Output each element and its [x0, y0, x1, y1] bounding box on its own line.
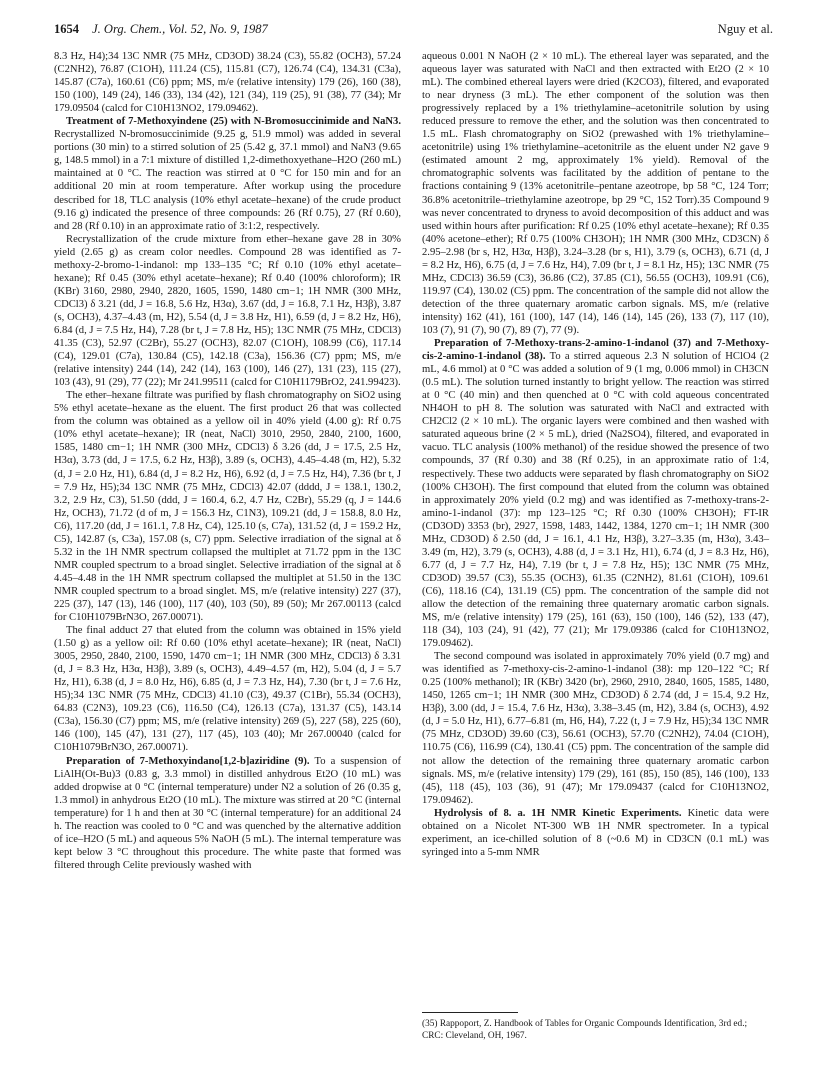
- paragraph-body: Kinetic data were obtained on a Nicolet NT-300 WB 1H NMR spectrometer. In a typical experiment, an ice-chilled solution of 8 (~0.6 M) in CD3CN (0.1 mL) was syringed into a 5-mm NMR: [422, 807, 769, 858]
- paragraph: [54, 755, 401, 872]
- page-number: 1654: [54, 22, 79, 36]
- section-heading: Preparation of 7-Methoxyindano[1,2-b]aziridine (9).: [66, 755, 310, 767]
- paragraph: The second compound was isolated in approximately 70% yield (0.7 mg) and was identified as 7-methoxy-cis-2-amino-1-indanol (38): mp 120–122 °C; Rf 0.25 (100% methanol); IR (KBr) 3420 (br), 2960, 2910, 2840, 1605, 1585, 1480, 1450, 1265 cm−1; 1H NMR (300 MHz, CD3OD) δ 2.74 (dd, J = 15.4, 9.2 Hz, H3β), 3.00 (dd, J = 15.4, 7.6 Hz, H3α), 3.38–3.45 (m, H2), 3.84 (s, OCH3), 4.92 (d, J = 5.0 Hz, H1), 6.77–6.81 (m, H6, H4), 7.22 (t, J = 7.9 Hz, H5);34 13C NMR (75 MHz, CD3OD) 39.60 (C3), 56.61 (OCH3), 57.70 (C2NH2), 74.04 (C1OH), 110.75 (C6), 116.99 (C4), 130.41 (C5) ppm. The concentration of the sample did not allow the detection of the remaining three quaternary aromatic carbon signals. MS, m/e (relative intensity) 179 (29), 161 (85), 150 (85), 146 (100), 133 (45), 118 (45), 103 (36), 91 (47); Mr 179.09437 (calcd for C10H13NO2, 179.09462).: [422, 651, 769, 806]
- right-column: [422, 50, 769, 859]
- paragraph: The final adduct 27 that eluted from the column was obtained in 15% yield (1.50 g) as a yellow oil: Rf 0.60 (10% ethyl acetate–hexane); IR (neat, NaCl) 3005, 2950, 2840, 2100, 1590, 1470 cm−1; 1H NMR (300 MHz, CDCl3) δ 3.31 (d, J = 8.3 Hz, H3α, H3β), 3.89 (s, OCH3), 4.49–4.57 (m, H2), 5.04 (d, J = 5.7 Hz, H1), 6.38 (d, J = 8.0 Hz, H6), 6.85 (d, J = 7.3 Hz, H4), 7.30 (br t, J = 7.6 Hz, H5);34 13C NMR (75 MHz, CDCl3) 41.10 (C3), 49.37 (C1Br), 55.34 (OCH3), 64.83 (C2N3), 109.23 (C6), 116.50 (C4), 126.13 (C7a), 131.37 (C5), 143.14 (C3a), 156.30 (C7) ppm; MS, m/e (relative intensity) 269 (5), 227 (58), 225 (60), 146 (100), 145 (47), 131 (27), 117 (45), 103 (40); Mr 267.00040 (calcd for C10H1079BrN3O, 267.00071).: [54, 625, 401, 754]
- paragraph: Recrystallization of the crude mixture from ether–hexane gave 28 in 30% yield (2.65 g) as cream color needles. Compound 28 was identified as 7-methoxy-2-bromo-1-indanol: mp 133–135 °C; Rf 0.10 (10% ethyl acetate–hexane); Rf 0.45 (30% ethyl acetate–hexane); Rf 0.40 (100% chloroform); IR (KBr) 3160, 2980, 2940, 2820, 1605, 1590, 1480 cm−1; 1H NMR (300 MHz, CDCl3) δ 3.21 (dd, J = 16.8, 5.6 Hz, H3α), 3.67 (dd, J = 16.8, 7.1 Hz, H3β), 3.87 (s, OCH3), 4.37–4.43 (m, H2), 5.54 (d, J = 3.8 Hz, H1), 6.59 (d, J = 8.2 Hz, H6), 6.84 (d, J = 7.5 Hz, H4), 7.28 (br t, J = 7.8 Hz, H5); 13C NMR (75 MHz, CDCl3) 41.35 (C3), 52.97 (C2Br), 55.27 (OCH3), 82.07 (C1OH), 108.99 (C6), 117.14 (C4), 129.01 (C7a), 130.84 (C5), 142.18 (C3a), 156.36 (C7) ppm; MS, m/e (relative intensity) 244 (14), 242 (14), 163 (100), 146 (27), 131 (23), 115 (27), 103 (43), 91 (29), 77 (22); Mr 241.99511 (calcd for C10H1179BrO2, 241.99423).: [54, 233, 401, 389]
- paragraph: [422, 807, 769, 859]
- journal-citation: J. Org. Chem., Vol. 52, No. 9, 1987: [92, 22, 268, 36]
- running-authors: Nguy et al.: [717, 22, 773, 36]
- paragraph: 8.3 Hz, H4);34 13C NMR (75 MHz, CD3OD) 38.24 (C3), 55.82 (OCH3), 57.24 (C2NH2), 76.87 (C1OH), 111.24 (C5), 115.81 (C7), 126.74 (C4), 134.31 (C3a), 145.87 (C7a), 160.61 (C6) ppm; MS, m/e (relative intensity) 179 (26), 160 (38), 150 (100), 149 (24), 146 (33), 134 (42), 121 (34), 119 (25), 91 (38), 77 (34); Mr 179.09504 (calcd for C10H13NO2, 179.09462).: [54, 51, 401, 115]
- footnote-rule: [422, 1012, 518, 1013]
- paragraph-body: Recrystallized N-bromosuccinimide (9.25 g, 51.9 mmol) was added in several portions (30 min) to a stirred solution of 25 (5.42 g, 37.1 mmol) and NaN3 (9.65 g, 148.5 mmol) in a 7:1 mixture of distilled 1,2-dimethoxyethane–H2O (260 mL) maintained at 0 °C. The reaction was stirred at 0 °C for 150 min and for an additional 20 min at room temperature. After workup using the procedure described for 18, TLC analysis (10% ethyl acetate–hexane) of the crude product (9.16 g) indicated the presence of three compounds: 26 (Rf 0.75), 27 (Rf 0.60), and 28 (Rf 0.10) in an approximate ratio of 3:1:2, respectively.: [54, 129, 401, 232]
- paragraph: [422, 337, 769, 650]
- paragraph: [54, 115, 401, 232]
- paragraph-body: To a stirred aqueous 2.3 N solution of HClO4 (2 mL, 4.6 mmol) at 0 °C was added a solution of 9 (1 mg, 0.006 mmol) in CH3CN (0.5 mL). The solution turned instantly to bright yellow. The reaction was stirred at 0 °C (40 min) and then quenched at 0 °C with cold aqueous concentrated NH4OH to pH 8. The solution was saturated with NaCl and extracted with CH2Cl2 (2 × 10 mL). The organic layers were combined and then washed with saturated aqueous brine (2 × 5 mL), dried (Na2SO4), filtered, and evaporated in vacuo. TLC analysis (100% methanol) of the residue showed the presence of two compounds, 37 (Rf 0.30) and 38 (Rf 0.25), in an approximate ratio of 1:4, respectively. These two adducts were separated by flash chromatography on SiO2 (100% CH3OH). The first compound that eluted from the column was obtained in approximately 20% yield (0.2 mg) and was identified as 7-methoxy-trans-2-amino-1-indanol (37): mp 123–125 °C; Rf 0.30 (100% CH3OH); FT-IR (CD3OD) 3353 (br), 2927, 1598, 1483, 1442, 1384, 1270 cm−1; 1H NMR (300 MHz, CD3OD) δ 2.50 (dd, J = 16.1, 4.1 Hz, H3β), 3.27–3.35 (m, H3α), 3.43–3.49 (m, H2), 3.79 (s, OCH3), 4.88 (d, J = 3.1 Hz, H1), 6.74 (d, J = 8.3 Hz, H6), 6.77 (d, J = 7.7 Hz, H4), 7.19 (br t, J = 7.8 Hz, H5); 13C NMR (75 MHz, CD3OD) 39.57 (C3), 55.35 (OCH3), 61.35 (C2NH2), 81.61 (C1OH), 109.61 (C6), 118.16 (C4), 131.19 (C5) ppm. The concentration of the sample did not allow the detection of the remaining three quaternary aromatic carbon signals. MS, m/e (relative intensity) 179 (25), 161 (63), 150 (100), 146 (52), 133 (47), 118 (34), 103 (24), 91 (42), 77 (21); Mr 179.09386 (calcd for C10H13NO2, 179.09462).: [422, 351, 770, 650]
- paragraph-body: To a suspension of LiAlH(Ot-Bu)3 (0.83 g, 3.3 mmol) in distilled anhydrous Et2O (10 mL) was added dropwise at 0 °C (internal temperature) under N2 a solution of 26 (0.35 g, 1.3 mmol) in anhydrous Et2O (10 mL). The mixture was stirred at 20 °C (internal temperature) for 1 h and then at 30 °C (internal temperature) for an additional 24 h. The reaction was cooled to 0 °C and was quenched by the alternative addition of ice–H2O (5 mL) and aqueous 5% NaOH (5 mL). The internal temperature was kept below 3 °C throughout this procedure. The white paste that formed was filtered through Celite previously washed with: [54, 755, 401, 871]
- section-heading: Hydrolysis of 8. a. 1H NMR Kinetic Experiments.: [434, 807, 682, 819]
- left-column: [54, 50, 401, 872]
- section-heading: Treatment of 7-Methoxyindene (25) with N-Bromosuccinimide and NaN3.: [66, 116, 401, 128]
- section-heading: Preparation of 7-Methoxy-trans-2-amino-1-indanol (37) and 7-Methoxy-cis-2-amino-1-indanol (38).: [422, 338, 769, 363]
- footnote: (35) Rappoport, Z. Handbook of Tables for Organic Compounds Identification, 3rd ed.; CRC: Cleveland, OH, 1967.: [422, 1019, 748, 1041]
- running-header: [54, 20, 773, 38]
- paragraph: The ether–hexane filtrate was purified by flash chromatography on SiO2 using 5% ethyl acetate–hexane as the eluent. The first product 26 that was collected from the column was obtained as a yellow oil in 40% yield (4.00 g): Rf 0.75 (10% ethyl acetate–hexane); IR (neat, NaCl) 3010, 2950, 2840, 2100, 1600, 1585, 1480 cm−1; 1H NMR (300 MHz, CDCl3) δ 3.26 (dd, J = 17.5, 2.5 Hz, H3α), 3.73 (dd, J = 17.5, 6.2 Hz, H3β), 3.89 (s, OCH3), 4.45–4.48 (m, H2), 5.32 (d, J = 2.0 Hz, H1), 6.84 (d, J = 8.2 Hz, H6), 6.92 (d, J = 7.5 Hz, H4), 7.36 (br t, J = 7.9 Hz, H5);34 13C NMR (75 MHz, CDCl3) 42.07 (dddd, J = 138.1, 130.2, 3.2, 2.9 Hz, C3), 51.50 (ddd, J = 160.4, 6.2, 4.7 Hz, C2Br), 55.29 (q, J = 144.6 Hz, OCH3), 71.72 (d of m, J = 156.3 Hz, C1N3), 109.21 (dd, J = 158.8, 8.0 Hz, C6), 117.20 (dd, J = 161.1, 7.8 Hz, C4), 125.10 (s, C7a), 131.52 (d, J = 159.2 Hz, C5), 142.87 (s, C3a), 157.08 (s, C7) ppm. Selective irradiation of the signal at δ 5.32 in the 1H NMR spectrum collapsed the multiplet at 71.72 ppm in the 13C NMR coupled spectrum to a broad singlet. Selective irradiation of the signal at δ 4.45–4.48 in the 1H NMR spectrum collapsed the multiplet at 51.50 in the 13C NMR coupled spectrum to a broad singlet. MS, m/e (relative intensity) 227 (37), 225 (37), 147 (13), 146 (100), 117 (40), 103 (50), 89 (50); Mr 267.00113 (calcd for C10H1079BrN3O, 267.00071).: [54, 390, 401, 624]
- paragraph: aqueous 0.001 N NaOH (2 × 10 mL). The ethereal layer was separated, and the aqueous layer was saturated with NaCl and then extracted with Et2O (2 × 10 mL). The combined ethereal layers were dried (K2CO3), filtered, and evaporated to near dryness (3 mL). The ether component of the solution was then progressively replaced by a 1% triethylamine–acetonitrile solution by using reduced pressure to remove the ether, and the solution was then concentrated to 1.5 mL. Flash chromatography on SiO2 (prewashed with 1% triethylamine–acetonitrile) using 1% triethylamine–acetonitrile as the eluent under N2 gave 9 (estimated amount 2 mg, approximately 1% yield). Removal of the chromatographic solvents was facilitated by the addition of pentane to the fractions containing 9 (13% acetonitrile–pentane azeotrope, bp 58 °C, 124 Torr; 36.8% acetonitrile–triethylamine azeotrope, bp 29 °C, 152 Torr).35 Compound 9 was never concentrated to dryness to avoid decomposition of this adduct and was used within hours after purification: Rf 0.25 (10% ethyl acetate–hexane); Rf 0.35 (40% acetone–ether); Rf 0.75 (100% CH3OH); 1H NMR (300 MHz, CD3CN) δ 2.95–2.98 (br s, H2, H3α, H3β), 3.24–3.28 (br s, H1), 3.79 (s, OCH3), 6.71 (d, J = 8.2 Hz, H6), 6.75 (d, J = 7.6 Hz, H4), 7.09 (br t, J = 8.1 Hz, H5); 13C NMR (75 MHz, CDCl3) 36.59 (C3), 36.86 (C2), 37.85 (C1), 56.55 (OCH3), 109.91 (C6), 119.97 (C4), 130.02 (C5) ppm. The concentration of the sample did not allow the detection of the three quaternary aromatic carbon signals. MS, m/e (relative intensity) 162 (41), 161 (100), 147 (14), 146 (14), 145 (26), 133 (7), 117 (10), 103 (7), 91 (7), 90 (7), 89 (7), 77 (9).: [422, 51, 769, 336]
